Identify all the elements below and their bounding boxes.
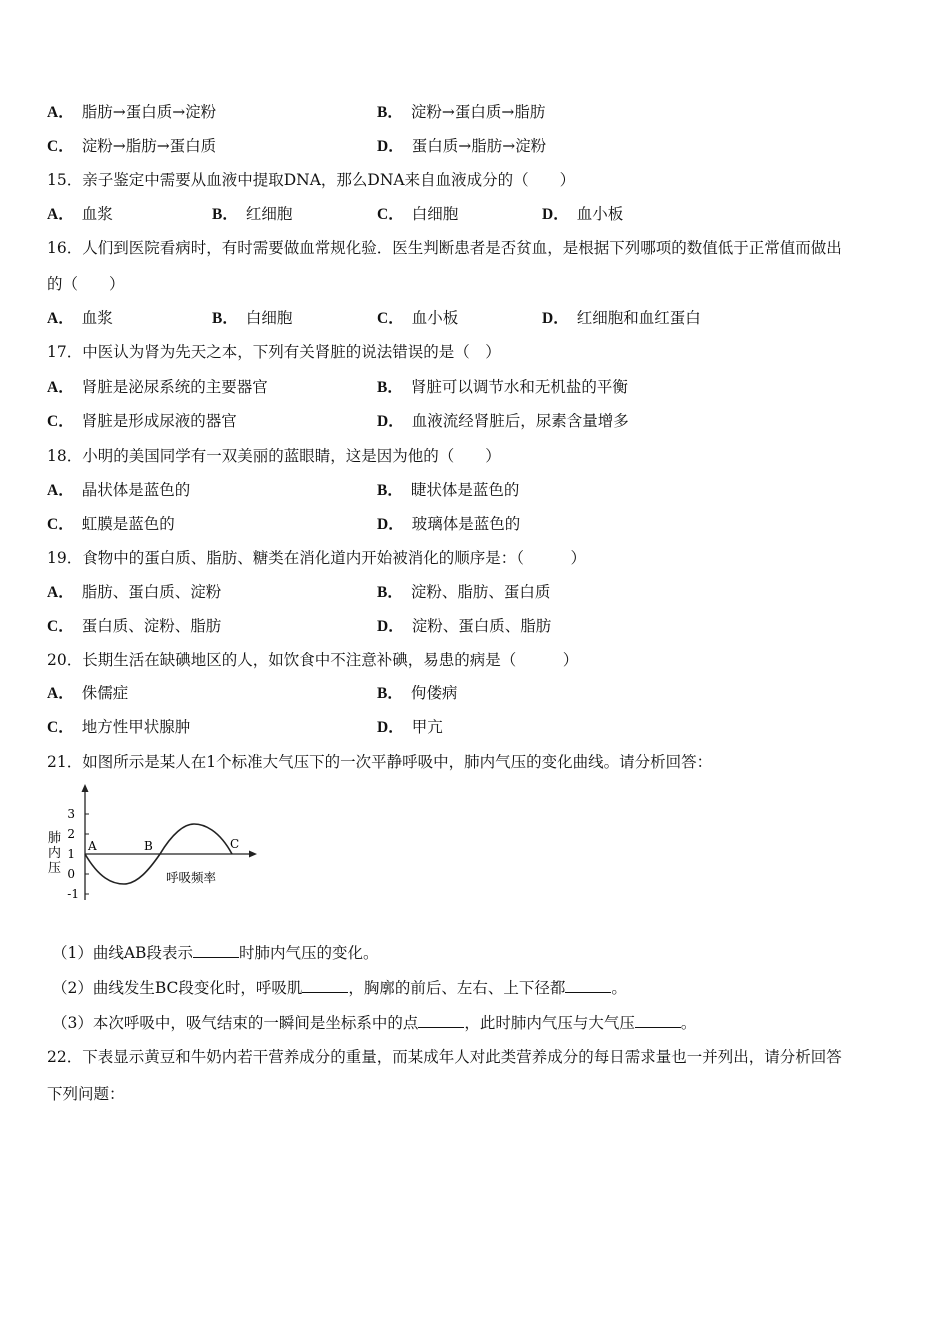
q21-stem: 21．如图所示是某人在1个标准大气压下的一次平静呼吸中，肺内气压的变化曲线。请分析回答： — [47, 753, 713, 771]
q16-option-c: C． 血小板 — [377, 309, 459, 327]
q20-option-b: B． 佝偻病 — [377, 684, 458, 702]
y-tick-0: 0 — [67, 867, 75, 881]
q22-stem-line2: 下列问题： — [47, 1085, 125, 1103]
q14-option-d: D． 蛋白质→脂肪→淀粉 — [377, 137, 547, 155]
y-tick-2: 2 — [67, 827, 75, 841]
q18-option-d: D． 玻璃体是蓝色的 — [377, 515, 521, 533]
q21-sub1-blank[interactable] — [193, 943, 239, 958]
q15-option-b: B． 红细胞 — [212, 205, 293, 223]
q21-pressure-graph — [44, 782, 264, 910]
point-b-label: B — [144, 839, 153, 853]
y-axis-arrow-icon — [82, 784, 89, 792]
q17-option-a: A． 肾脏是泌尿系统的主要器官 — [47, 378, 268, 396]
q19-option-c: C． 蛋白质、淀粉、脂肪 — [47, 617, 222, 635]
q21-sub2-blank1[interactable] — [302, 978, 348, 993]
q20-option-a: A． 侏儒症 — [47, 684, 129, 702]
q20-option-c: C． 地方性甲状腺肿 — [47, 718, 191, 736]
y-tick-3: 3 — [67, 807, 75, 821]
q19-option-b: B． 淀粉、脂肪、蛋白质 — [377, 583, 551, 601]
q20-stem: 20．长期生活在缺碘地区的人，如饮食中不注意补碘，易患的病是（ ） — [47, 651, 579, 669]
y-axis-label-char: 内 — [48, 846, 62, 861]
x-axis-label: 呼吸频率 — [166, 870, 217, 885]
q14-option-b: B． 淀粉→蛋白质→脂肪 — [377, 103, 546, 121]
q17-stem: 17．中医认为肾为先天之本，下列有关肾脏的说法错误的是（ ） — [47, 343, 501, 361]
y-axis-label — [48, 830, 61, 876]
q19-stem: 19．食物中的蛋白质、脂肪、糖类在消化道内开始被消化的顺序是：（ ） — [47, 549, 586, 567]
q21-sub3-blank2[interactable] — [635, 1013, 681, 1028]
q19-option-d: D． 淀粉、蛋白质、脂肪 — [377, 617, 552, 635]
q17-option-b: B． 肾脏可以调节水和无机盐的平衡 — [377, 378, 628, 396]
q18-option-b: B． 睫状体是蓝色的 — [377, 481, 520, 499]
q18-option-a: A． 晶状体是蓝色的 — [47, 481, 191, 499]
q21-sub2-blank2[interactable] — [565, 978, 611, 993]
y-axis-label-char: 肺 — [48, 831, 62, 846]
q21-sub1: （1）曲线AB段表示 时肺内气压的变化。 — [52, 944, 379, 962]
q17-option-c: C． 肾脏是形成尿液的器官 — [47, 412, 237, 430]
q15-stem: 15．亲子鉴定中需要从血液中提取DNA，那么DNA来自血液成分的（ ） — [47, 171, 576, 189]
q15-option-c: C． 白细胞 — [377, 205, 459, 223]
point-c-label: C — [230, 837, 240, 851]
y-tick-neg1: -1 — [67, 887, 79, 901]
q16-option-a: A． 血浆 — [47, 309, 113, 327]
q21-sub3: （3）本次呼吸中，吸气结束的一瞬间是坐标系中的点 ，此时肺内气压与大气压 。 — [52, 1014, 697, 1032]
q14-option-a: A． 脂肪→蛋白质→淀粉 — [47, 103, 217, 121]
q16-stem-line2: 的（ ） — [47, 275, 125, 293]
y-tick-1: 1 — [67, 847, 75, 861]
q14-option-c: C． 淀粉→脂肪→蛋白质 — [47, 137, 217, 155]
q18-option-c: C． 虹膜是蓝色的 — [47, 515, 175, 533]
q15-option-a: A． 血浆 — [47, 205, 113, 223]
q22-stem-line1: 22．下表显示黄豆和牛奶内若干营养成分的重量，而某成年人对此类营养成分的每日需求量也一并列出，请分析回答 — [47, 1048, 842, 1066]
q18-stem: 18．小明的美国同学有一双美丽的蓝眼睛，这是因为他的（ ） — [47, 447, 501, 465]
q19-option-a: A． 脂肪、蛋白质、淀粉 — [47, 583, 222, 601]
q16-option-d: D． 红细胞和血红蛋白 — [542, 309, 701, 327]
q21-sub3-blank1[interactable] — [418, 1013, 464, 1028]
q20-option-d: D． 甲亢 — [377, 718, 443, 736]
q21-sub2: （2）曲线发生BC段变化时，呼吸肌 ，胸廓的前后、左右、上下径都 。 — [52, 979, 627, 997]
y-axis-label-char: 压 — [48, 861, 62, 876]
q15-option-d: D． 血小板 — [542, 205, 624, 223]
x-axis-arrow-icon — [249, 851, 257, 858]
q16-option-b: B． 白细胞 — [212, 309, 293, 327]
point-a-label: A — [88, 839, 97, 853]
q17-option-d: D． 血液流经肾脏后，尿素含量增多 — [377, 412, 629, 430]
q16-stem-line1: 16．人们到医院看病时，有时需要做血常规化验．医生判断患者是否贫血，是根据下列哪项的数值低于正常值而做出 — [47, 239, 842, 257]
